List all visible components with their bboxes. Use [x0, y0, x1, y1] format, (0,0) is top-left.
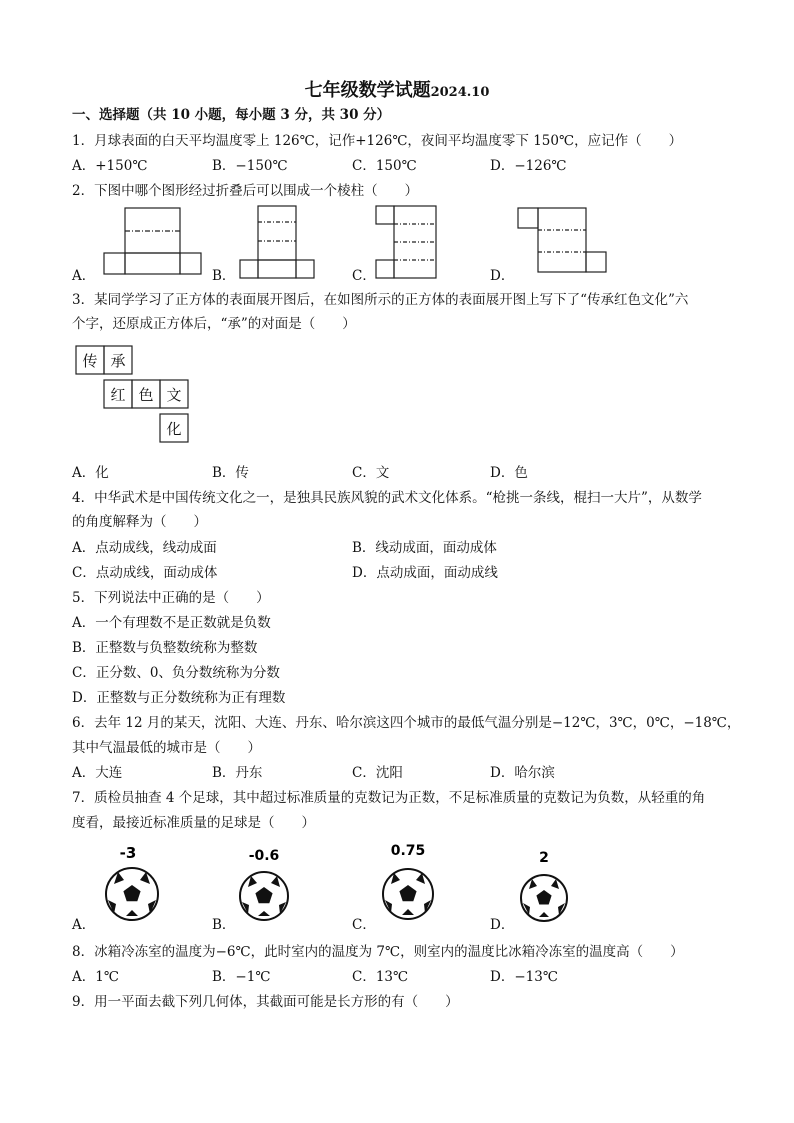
q3-option-d[interactable]: D．色: [490, 465, 528, 481]
cube-cell-4: 色: [138, 386, 154, 404]
question-2: 2．下图中哪个图形经过折叠后可以围成一个棱柱（ ）: [72, 183, 419, 199]
ball-c-label: 0.75: [390, 843, 426, 859]
net-figure-b: [238, 204, 348, 279]
cube-net-figure: [76, 346, 192, 446]
q8-option-a[interactable]: A．1℃: [72, 969, 119, 985]
q4-option-a[interactable]: A．点动成线，线动成面: [72, 540, 217, 556]
q1-option-b[interactable]: B．−150℃: [212, 158, 288, 174]
q8-option-c[interactable]: C．13℃: [352, 969, 409, 985]
ball-d-label: 2: [539, 850, 549, 866]
q5-option-b[interactable]: B．正整数与负整数统称为整数: [72, 640, 258, 656]
soccer-ball-icon: [106, 868, 158, 920]
q5-option-d[interactable]: D．正整数与正分数统称为正有理数: [72, 690, 286, 706]
q1-option-c[interactable]: C．150℃: [352, 158, 417, 174]
q6-option-a[interactable]: A．大连: [72, 765, 123, 781]
q1-option-a[interactable]: A．+150℃: [72, 158, 148, 174]
net-figure-c: [374, 204, 484, 279]
ball-a-label: -3: [119, 844, 137, 862]
q2-option-b[interactable]: B．: [212, 268, 236, 284]
soccer-ball-icon: [240, 872, 288, 920]
q3-option-a[interactable]: A．化: [72, 465, 109, 481]
q6-option-c[interactable]: C．沈阳: [352, 765, 403, 781]
q8-option-b[interactable]: B．−1℃: [212, 969, 271, 985]
question-6-line-2: 其中气温最低的城市是（ ）: [72, 740, 261, 756]
q3-option-c[interactable]: C．文: [352, 465, 390, 481]
question-3-line-2: 个字，还原成正方体后，“承”的对面是（ ）: [72, 316, 356, 332]
q7-option-c[interactable]: C．: [352, 917, 376, 933]
q6-option-b[interactable]: B．丹东: [212, 765, 263, 781]
question-4-line-2: 的角度解释为（ ）: [72, 514, 207, 530]
soccer-ball-icon: [521, 875, 567, 921]
q7-option-a[interactable]: A．: [72, 917, 96, 933]
question-4-line-1: 4．中华武术是中国传统文化之一，是独具民族风貌的武术文化体系。“枪挑一条线，棍扫一大片”，从数学: [72, 490, 702, 506]
q3-option-b[interactable]: B．传: [212, 465, 249, 481]
q4-option-c[interactable]: C．点动成线，面动成体: [72, 565, 218, 581]
cube-cell-6: 化: [166, 420, 182, 438]
question-3-line-1: 3．某同学学习了正方体的表面展开图后，在如图所示的正方体的表面展开图上写下了“传承红色文化”六: [72, 292, 689, 308]
cube-cell-3: 红: [110, 386, 126, 404]
q4-option-d[interactable]: D．点动成面，面动成线: [352, 565, 498, 581]
q4-option-b[interactable]: B．线动成面，面动成体: [352, 540, 497, 556]
soccer-ball-d: [516, 844, 576, 928]
soccer-ball-b: [234, 842, 298, 928]
cube-cell-1: 传: [82, 352, 98, 370]
q2-option-d[interactable]: D．: [490, 268, 515, 284]
q7-option-d[interactable]: D．: [490, 917, 515, 933]
title-main: 七年级数学试题: [304, 80, 431, 101]
title-date: 2024.10: [430, 85, 490, 100]
question-1: 1．月球表面的白天平均温度零上 126℃，记作+126℃，夜间平均温度零下 150℃，应记作（ ）: [72, 133, 683, 149]
cube-cell-5: 文: [166, 386, 182, 404]
q5-option-c[interactable]: C．正分数、0、负分数统称为分数: [72, 665, 280, 681]
question-7-line-2: 度看，最接近标准质量的足球是（ ）: [72, 815, 315, 831]
section-heading: 一、选择题（共 10 小题，每小题 3 分，共 30 分）: [72, 107, 391, 123]
q6-option-d[interactable]: D．哈尔滨: [490, 765, 555, 781]
soccer-ball-icon: [383, 869, 433, 919]
question-6-line-1: 6．去年 12 月的某天，沈阳、大连、丹东、哈尔滨这四个城市的最低气温分别是−12℃，3℃，0℃，−18℃，: [72, 715, 741, 731]
page-title: [0, 76, 794, 102]
cube-cell-2: 承: [110, 352, 126, 370]
q8-option-d[interactable]: D．−13℃: [490, 969, 558, 985]
question-5: 5．下列说法中正确的是（ ）: [72, 590, 270, 606]
net-figure-d: [514, 206, 624, 278]
net-figure-a: [100, 206, 210, 276]
q1-option-d[interactable]: D．−126℃: [490, 158, 567, 174]
soccer-ball-c: [376, 838, 440, 928]
soccer-ball-a: [100, 840, 164, 928]
q5-option-a[interactable]: A．一个有理数不是正数就是负数: [72, 615, 271, 631]
q2-option-a[interactable]: A．: [72, 268, 96, 284]
question-8: 8．冰箱冷冻室的温度为−6℃，此时室内的温度为 7℃，则室内的温度比冰箱冷冻室的温度高（ ）: [72, 944, 684, 960]
ball-b-label: -0.6: [248, 848, 280, 864]
question-9: 9．用一平面去截下列几何体，其截面可能是长方形的有（ ）: [72, 994, 459, 1010]
q2-option-c[interactable]: C．: [352, 268, 376, 284]
q7-option-b[interactable]: B．: [212, 917, 236, 933]
question-7-line-1: 7．质检员抽查 4 个足球，其中超过标准质量的克数记为正数，不足标准质量的克数记为负数，从轻重的角: [72, 790, 706, 806]
